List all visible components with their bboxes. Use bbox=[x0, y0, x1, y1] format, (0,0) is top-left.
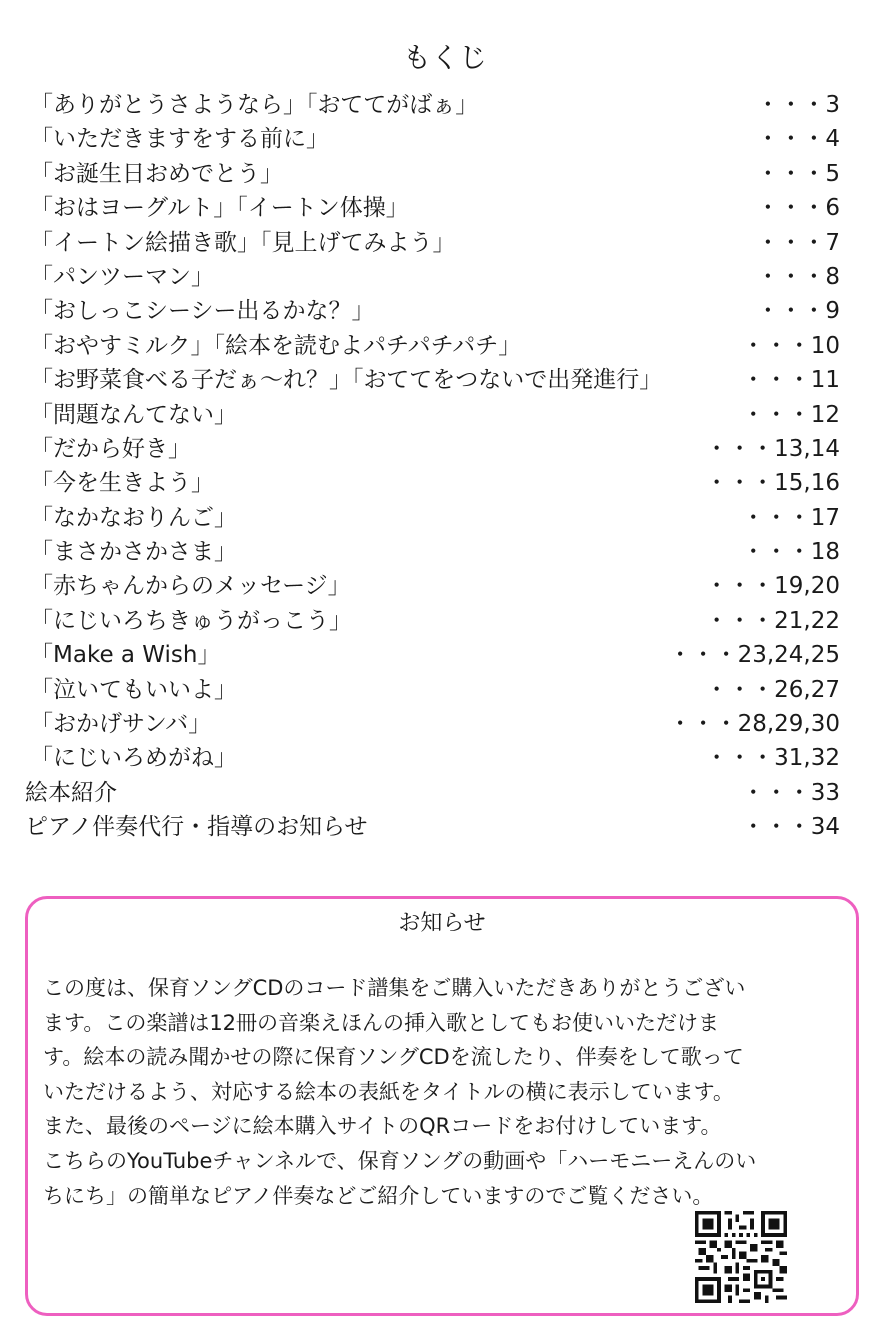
notice-line: す。絵本の読み聞かせの際に保育ソングCDを流したり、伴奏をして歌って bbox=[43, 1045, 744, 1070]
toc-item-page: ・・・17 bbox=[741, 504, 840, 531]
toc-item-page: ・・・4 bbox=[756, 126, 840, 153]
toc-item-page: ・・・33 bbox=[741, 779, 840, 806]
toc-item-page: ・・・23,24,25 bbox=[668, 642, 840, 669]
toc-item-page: ・・・31,32 bbox=[705, 745, 840, 772]
toc-item-label: 「にじいろめがね」 bbox=[30, 745, 237, 772]
toc-item-label: 「今を生きよう」 bbox=[30, 470, 214, 497]
toc-item-label: 「おはヨーグルト」「イートン体操」 bbox=[30, 195, 409, 222]
toc-item-page: ・・・6 bbox=[756, 195, 840, 222]
toc-item-label: 「だから好き」 bbox=[30, 435, 191, 462]
notice-line: ちにち」の簡単なピアノ伴奏などご紹介していますのでご覧ください。 bbox=[43, 1183, 714, 1208]
notice-line: いただけるよう、対応する絵本の表紙をタイトルの横に表示しています。 bbox=[43, 1079, 734, 1104]
toc-row bbox=[0, 741, 874, 775]
toc-item-page: ・・・12 bbox=[741, 401, 840, 428]
toc-item-label: 「いただきますをする前に」 bbox=[30, 126, 329, 153]
toc-item-page: ・・・26,27 bbox=[705, 676, 840, 703]
notice-line: この度は、保育ソングCDのコード譜集をご購入いただきありがとうござい bbox=[43, 976, 746, 1000]
toc-item-page: ・・・3 bbox=[756, 92, 840, 118]
notice-body bbox=[43, 971, 847, 1213]
toc-item-label: 「なかなおりんご」 bbox=[30, 504, 237, 531]
toc-row bbox=[0, 810, 874, 844]
toc-row bbox=[0, 398, 874, 432]
toc-row bbox=[0, 294, 874, 328]
toc-row bbox=[0, 707, 874, 741]
toc-item-page: ・・・9 bbox=[756, 298, 840, 325]
toc-item-page: ・・・19,20 bbox=[705, 573, 840, 600]
toc-row bbox=[0, 363, 874, 397]
toc-item-page: ・・・11 bbox=[741, 367, 840, 394]
notice-line: こちらのYouTubeチャンネルで、保育ソングの動画や「ハーモニーえんのい bbox=[43, 1148, 757, 1173]
toc-item-label: 「ありがとうさようなら」「おててがばぁ」 bbox=[30, 92, 479, 118]
toc-item-label: 「赤ちゃんからのメッセージ」 bbox=[30, 573, 351, 600]
toc-item-page: ・・・21,22 bbox=[705, 607, 840, 634]
notice-box bbox=[25, 896, 859, 1316]
notice-line: ます。この楽譜は12冊の音楽えほんの挿入歌としてもお使いいただけま bbox=[43, 1010, 720, 1035]
toc-item-page: ・・・8 bbox=[756, 263, 840, 290]
toc-row bbox=[0, 604, 874, 638]
qr-code-icon[interactable] bbox=[695, 1211, 787, 1303]
toc-row bbox=[0, 501, 874, 535]
toc-item-label: 「泣いてもいいよ」 bbox=[30, 676, 237, 703]
toc-item-label: 「イートン絵描き歌」「見上げてみよう」 bbox=[30, 229, 456, 256]
toc-row bbox=[0, 535, 874, 569]
toc-item-label: 「お野菜食べる子だぁ～れ？」「おててをつないで出発進行」 bbox=[30, 367, 663, 394]
toc-item-label: 「問題なんてない」 bbox=[30, 401, 237, 428]
toc-item-page: ・・・34 bbox=[741, 814, 840, 841]
toc-item-page: ・・・10 bbox=[741, 332, 840, 359]
toc-row bbox=[0, 638, 874, 672]
toc-item-page: ・・・13,14 bbox=[705, 435, 840, 462]
table-of-contents bbox=[0, 88, 874, 845]
toc-item-label: 「Make a Wish」 bbox=[30, 642, 221, 669]
toc-item-label: 「おやすミルク」「絵本を読むよパチパチパチ」 bbox=[30, 332, 522, 359]
toc-row bbox=[0, 226, 874, 260]
toc-row bbox=[0, 329, 874, 363]
notice-line: また、最後のページに絵本購入サイトのQRコードをお付けしています。 bbox=[43, 1114, 722, 1139]
toc-item-page: ・・・7 bbox=[756, 229, 840, 256]
toc-row bbox=[0, 466, 874, 500]
toc-item-label: 「お誕生日おめでとう」 bbox=[30, 160, 283, 187]
toc-row bbox=[0, 260, 874, 294]
toc-item-label: 「おかげサンバ」 bbox=[30, 711, 212, 738]
toc-item-label: ピアノ伴奏代行・指導のお知らせ bbox=[25, 814, 368, 841]
toc-item-page: ・・・15,16 bbox=[705, 470, 840, 497]
toc-item-page: ・・・28,29,30 bbox=[668, 711, 840, 738]
toc-row bbox=[0, 673, 874, 707]
toc-row bbox=[0, 191, 874, 225]
toc-row bbox=[0, 776, 874, 810]
toc-item-page: ・・・18 bbox=[741, 539, 840, 566]
notice-title: お知らせ bbox=[398, 911, 486, 936]
toc-row bbox=[0, 569, 874, 603]
toc-row bbox=[0, 157, 874, 191]
toc-item-label: 「パンツーマン」 bbox=[30, 263, 214, 290]
toc-row bbox=[0, 432, 874, 466]
toc-item-page: ・・・5 bbox=[756, 160, 840, 187]
toc-item-label: 「おしっこシーシー出るかな？」 bbox=[30, 298, 375, 325]
toc-item-label: 「まさかさかさま」 bbox=[30, 539, 237, 566]
page-title: もくじ bbox=[402, 41, 487, 74]
toc-item-label: 絵本紹介 bbox=[25, 779, 117, 806]
toc-row bbox=[0, 122, 874, 156]
toc-item-label: 「にじいろちきゅうがっこう」 bbox=[30, 607, 352, 634]
toc-row bbox=[0, 88, 874, 122]
